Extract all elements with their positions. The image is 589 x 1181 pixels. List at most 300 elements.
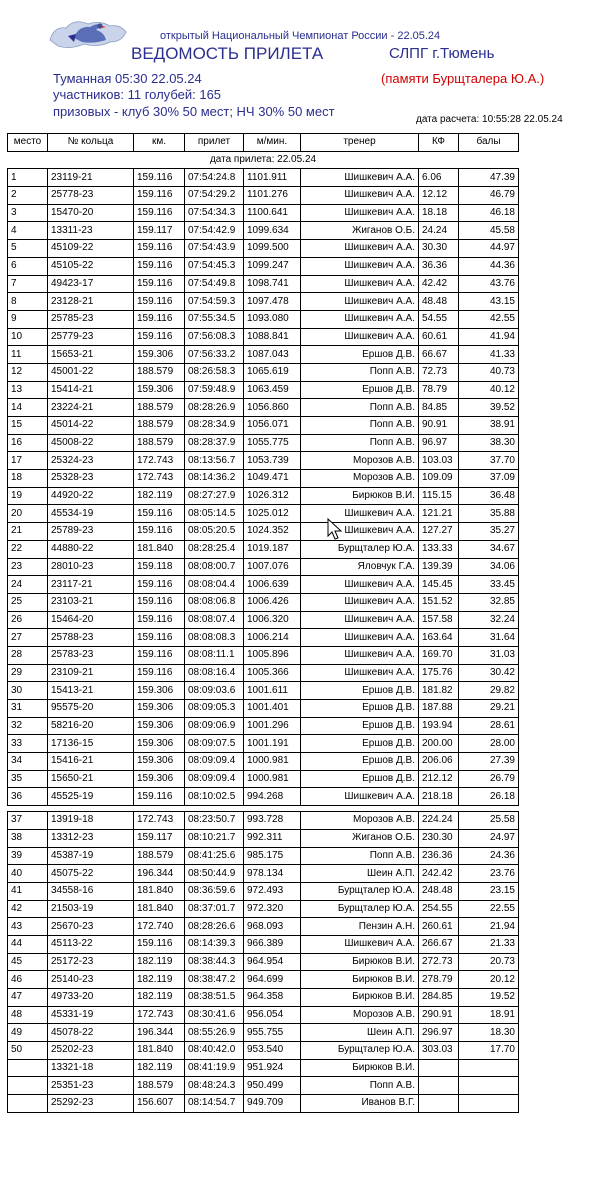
- cell-points: 36.48: [459, 487, 519, 505]
- cell-speed: 972.493: [244, 882, 301, 900]
- cell-kf: 72.73: [419, 363, 459, 381]
- cell-speed: 955.755: [244, 1024, 301, 1042]
- cell-points: 34.06: [459, 558, 519, 576]
- cell-kf: 48.48: [419, 293, 459, 311]
- cell-kf: 272.73: [419, 953, 459, 971]
- cell-ring: 95575-20: [48, 700, 134, 718]
- cell-speed: 1055.775: [244, 434, 301, 452]
- cell-km: 159.116: [134, 310, 185, 328]
- cell-kf: 163.64: [419, 629, 459, 647]
- cell-points: 37.09: [459, 470, 519, 488]
- cell-trainer: Пензин А.Н.: [301, 918, 419, 936]
- cell-arrival: 08:37:01.7: [185, 900, 244, 918]
- cell-place: 13: [8, 381, 48, 399]
- cell-speed: 1053.739: [244, 452, 301, 470]
- cell-kf: 96.97: [419, 434, 459, 452]
- cell-points: 26.79: [459, 770, 519, 788]
- cell-points: 31.03: [459, 646, 519, 664]
- cell-trainer: Шишкевич А.А.: [301, 646, 419, 664]
- cell-ring: 25783-23: [48, 646, 134, 664]
- cell-ring: 15470-20: [48, 204, 134, 222]
- cell-speed: 1101.911: [244, 169, 301, 187]
- cell-kf: 290.91: [419, 1006, 459, 1024]
- cell-speed: 1063.459: [244, 381, 301, 399]
- cell-place: 33: [8, 735, 48, 753]
- cell-ring: 49733-20: [48, 989, 134, 1007]
- cell-speed: 1019.187: [244, 540, 301, 558]
- table-row: [8, 735, 519, 753]
- cell-ring: 45331-19: [48, 1006, 134, 1024]
- cell-place: 15: [8, 417, 48, 435]
- cell-kf: 303.03: [419, 1042, 459, 1060]
- cell-arrival: 07:56:08.3: [185, 328, 244, 346]
- cell-place: 16: [8, 434, 48, 452]
- cell-arrival: 08:26:58.3: [185, 363, 244, 381]
- cell-ring: 45534-19: [48, 505, 134, 523]
- cell-km: 188.579: [134, 1077, 185, 1095]
- cell-speed: 1000.981: [244, 770, 301, 788]
- table-row: [8, 1024, 519, 1042]
- cell-arrival: 08:55:26.9: [185, 1024, 244, 1042]
- cell-points: 47.39: [459, 169, 519, 187]
- cell-km: 159.116: [134, 505, 185, 523]
- cell-arrival: 08:09:07.5: [185, 735, 244, 753]
- cell-place: 30: [8, 682, 48, 700]
- cell-km: 159.116: [134, 629, 185, 647]
- cell-km: 159.116: [134, 935, 185, 953]
- table-row: [8, 346, 519, 364]
- table-row: [8, 434, 519, 452]
- table-row: [8, 1095, 519, 1113]
- cell-speed: 951.924: [244, 1059, 301, 1077]
- cell-arrival: 07:59:48.9: [185, 381, 244, 399]
- cell-arrival: 08:50:44.9: [185, 865, 244, 883]
- cell-ring: 25324-23: [48, 452, 134, 470]
- cell-speed: 1001.401: [244, 700, 301, 718]
- cell-speed: 1099.634: [244, 222, 301, 240]
- cell-arrival: 08:09:05.3: [185, 700, 244, 718]
- cell-km: 172.740: [134, 918, 185, 936]
- cell-place: 12: [8, 363, 48, 381]
- table-row: [8, 169, 519, 187]
- prizes-info: призовых - клуб 30% 50 мест; НЧ 30% 50 мест: [53, 104, 335, 119]
- cell-speed: 1001.611: [244, 682, 301, 700]
- cell-place: 36: [8, 788, 48, 806]
- col-header-speed: м/мин.: [244, 134, 301, 152]
- championship-subtitle: открытый Национальный Чемпионат России - 22.05.24: [160, 30, 441, 42]
- cell-trainer: Жиганов О.Б.: [301, 222, 419, 240]
- table-row: [8, 611, 519, 629]
- cell-arrival: 07:54:29.2: [185, 187, 244, 205]
- cell-place: 25: [8, 593, 48, 611]
- cell-points: 39.52: [459, 399, 519, 417]
- table-row: [8, 293, 519, 311]
- cell-place: 11: [8, 346, 48, 364]
- cell-kf: 175.76: [419, 664, 459, 682]
- table-row: [8, 900, 519, 918]
- cell-arrival: 07:54:42.9: [185, 222, 244, 240]
- cell-km: 172.743: [134, 452, 185, 470]
- cell-kf: [419, 1059, 459, 1077]
- cell-speed: 978.134: [244, 865, 301, 883]
- cell-kf: 127.27: [419, 523, 459, 541]
- cell-place: 41: [8, 882, 48, 900]
- cell-ring: 25202-23: [48, 1042, 134, 1060]
- cell-points: 35.88: [459, 505, 519, 523]
- table-row: [8, 558, 519, 576]
- header-row: [8, 134, 519, 152]
- cell-points: 30.42: [459, 664, 519, 682]
- cell-place: 47: [8, 989, 48, 1007]
- cell-trainer: Бирюков В.И.: [301, 989, 419, 1007]
- cell-arrival: 08:08:16.4: [185, 664, 244, 682]
- cell-speed: 1006.639: [244, 576, 301, 594]
- cell-kf: 284.85: [419, 989, 459, 1007]
- cell-arrival: 08:28:26.9: [185, 399, 244, 417]
- cell-speed: 1000.981: [244, 753, 301, 771]
- cell-place: 22: [8, 540, 48, 558]
- table-row: [8, 753, 519, 771]
- cell-km: 159.116: [134, 169, 185, 187]
- mouse-pointer-icon: [327, 518, 343, 542]
- release-info: Туманная 05:30 22.05.24: [53, 71, 202, 86]
- cell-ring: 45014-22: [48, 417, 134, 435]
- table-row: [8, 452, 519, 470]
- cell-place: 27: [8, 629, 48, 647]
- cell-km: 159.116: [134, 646, 185, 664]
- col-header-km: км.: [134, 134, 185, 152]
- cell-kf: 60.61: [419, 328, 459, 346]
- cell-trainer: Шишкевич А.А.: [301, 293, 419, 311]
- cell-km: 182.119: [134, 953, 185, 971]
- cell-trainer: Бирюков В.И.: [301, 487, 419, 505]
- cell-ring: 45078-22: [48, 1024, 134, 1042]
- cell-points: 19.52: [459, 989, 519, 1007]
- cell-km: 188.579: [134, 847, 185, 865]
- table-row: [8, 222, 519, 240]
- cell-trainer: Ершов Д.В.: [301, 700, 419, 718]
- cell-arrival: 08:08:00.7: [185, 558, 244, 576]
- col-header-points: балы: [459, 134, 519, 152]
- cell-trainer: Попп А.В.: [301, 363, 419, 381]
- cell-trainer: Шишкевич А.А.: [301, 187, 419, 205]
- cell-trainer: Ершов Д.В.: [301, 770, 419, 788]
- table-row: [8, 275, 519, 293]
- cell-arrival: 08:14:39.3: [185, 935, 244, 953]
- cell-arrival: 07:54:45.3: [185, 257, 244, 275]
- cell-ring: 45525-19: [48, 788, 134, 806]
- cell-trainer: Морозов А.В.: [301, 812, 419, 830]
- cell-ring: 58216-20: [48, 717, 134, 735]
- cell-km: 181.840: [134, 540, 185, 558]
- cell-speed: 1001.296: [244, 717, 301, 735]
- table-row: [8, 788, 519, 806]
- cell-km: 159.116: [134, 328, 185, 346]
- cell-place: 4: [8, 222, 48, 240]
- cell-speed: 994.268: [244, 788, 301, 806]
- table-row: [8, 487, 519, 505]
- cell-ring: 44920-22: [48, 487, 134, 505]
- cell-arrival: 07:54:49.8: [185, 275, 244, 293]
- cell-trainer: Шишкевич А.А.: [301, 935, 419, 953]
- cell-points: 37.70: [459, 452, 519, 470]
- cell-kf: 24.24: [419, 222, 459, 240]
- cell-trainer: Ершов Д.В.: [301, 753, 419, 771]
- cell-speed: 1088.841: [244, 328, 301, 346]
- cell-speed: 964.699: [244, 971, 301, 989]
- cell-ring: 45001-22: [48, 363, 134, 381]
- cell-arrival: 08:10:02.5: [185, 788, 244, 806]
- cell-ring: 15650-21: [48, 770, 134, 788]
- cell-km: 159.118: [134, 558, 185, 576]
- cell-speed: 1100.641: [244, 204, 301, 222]
- cell-kf: 36.36: [419, 257, 459, 275]
- cell-trainer: Бирюков В.И.: [301, 953, 419, 971]
- cell-points: 46.18: [459, 204, 519, 222]
- cell-arrival: 08:14:54.7: [185, 1095, 244, 1113]
- cell-trainer: Шишкевич А.А.: [301, 257, 419, 275]
- cell-trainer: Морозов А.В.: [301, 452, 419, 470]
- cell-km: 182.119: [134, 971, 185, 989]
- cell-ring: 25785-23: [48, 310, 134, 328]
- cell-ring: 25789-23: [48, 523, 134, 541]
- cell-kf: 18.18: [419, 204, 459, 222]
- cell-speed: 1025.012: [244, 505, 301, 523]
- cell-points: 24.36: [459, 847, 519, 865]
- cell-trainer: Шишкевич А.А.: [301, 629, 419, 647]
- cell-place: 45: [8, 953, 48, 971]
- cell-place: 24: [8, 576, 48, 594]
- cell-arrival: 08:28:34.9: [185, 417, 244, 435]
- cell-arrival: 08:08:04.4: [185, 576, 244, 594]
- cell-kf: 242.42: [419, 865, 459, 883]
- cell-kf: 151.52: [419, 593, 459, 611]
- table-row: [8, 1042, 519, 1060]
- cell-arrival: 08:08:08.3: [185, 629, 244, 647]
- cell-speed: 1087.043: [244, 346, 301, 364]
- cell-trainer: Бирюков В.И.: [301, 1059, 419, 1077]
- cell-place: [8, 1059, 48, 1077]
- col-header-kf: КФ: [419, 134, 459, 152]
- cell-place: 44: [8, 935, 48, 953]
- cell-kf: 254.55: [419, 900, 459, 918]
- cell-speed: 972.320: [244, 900, 301, 918]
- cell-points: 46.79: [459, 187, 519, 205]
- cell-arrival: 08:23:50.7: [185, 812, 244, 830]
- table-row: [8, 812, 519, 830]
- cell-place: 10: [8, 328, 48, 346]
- cell-points: 26.18: [459, 788, 519, 806]
- cell-points: 24.97: [459, 829, 519, 847]
- cell-points: 43.76: [459, 275, 519, 293]
- cell-kf: 212.12: [419, 770, 459, 788]
- cell-points: 40.12: [459, 381, 519, 399]
- table-row: [8, 310, 519, 328]
- cell-trainer: Шишкевич А.А.: [301, 523, 419, 541]
- cell-arrival: 08:05:14.5: [185, 505, 244, 523]
- cell-points: 45.58: [459, 222, 519, 240]
- cell-trainer: Попп А.В.: [301, 847, 419, 865]
- cell-points: 38.91: [459, 417, 519, 435]
- cell-arrival: 08:28:37.9: [185, 434, 244, 452]
- cell-points: 31.64: [459, 629, 519, 647]
- table-row: [8, 971, 519, 989]
- cell-speed: 1005.896: [244, 646, 301, 664]
- cell-place: 26: [8, 611, 48, 629]
- cell-arrival: 08:09:09.4: [185, 770, 244, 788]
- cell-points: 35.27: [459, 523, 519, 541]
- cell-ring: 45113-22: [48, 935, 134, 953]
- cell-points: 42.55: [459, 310, 519, 328]
- cell-points: 29.82: [459, 682, 519, 700]
- cell-arrival: 08:38:44.3: [185, 953, 244, 971]
- table-row: [8, 240, 519, 258]
- page-title: ВЕДОМОСТЬ ПРИЛЕТА: [131, 44, 324, 63]
- cell-km: 159.116: [134, 187, 185, 205]
- cell-trainer: Попп А.В.: [301, 417, 419, 435]
- cell-ring: 13321-18: [48, 1059, 134, 1077]
- cell-place: 14: [8, 399, 48, 417]
- col-header-arrival: прилет: [185, 134, 244, 152]
- cell-arrival: 08:10:21.7: [185, 829, 244, 847]
- cell-km: 159.116: [134, 204, 185, 222]
- cell-km: 182.119: [134, 989, 185, 1007]
- cell-points: 32.24: [459, 611, 519, 629]
- cell-km: 188.579: [134, 417, 185, 435]
- cell-speed: 1101.276: [244, 187, 301, 205]
- cell-place: 42: [8, 900, 48, 918]
- memorial-label: (памяти Бурщталера Ю.А.): [381, 71, 545, 86]
- cell-kf: 169.70: [419, 646, 459, 664]
- cell-trainer: Жиганов О.Б.: [301, 829, 419, 847]
- cell-trainer: Шишкевич А.А.: [301, 240, 419, 258]
- cell-kf: 296.97: [419, 1024, 459, 1042]
- cell-place: 21: [8, 523, 48, 541]
- cell-speed: 1001.191: [244, 735, 301, 753]
- cell-points: 40.73: [459, 363, 519, 381]
- table-row: [8, 187, 519, 205]
- cell-trainer: Шишкевич А.А.: [301, 611, 419, 629]
- cell-points: 17.70: [459, 1042, 519, 1060]
- cell-arrival: 08:13:56.7: [185, 452, 244, 470]
- cell-trainer: Попп А.В.: [301, 434, 419, 452]
- cell-speed: 1056.860: [244, 399, 301, 417]
- cell-arrival: 08:09:06.9: [185, 717, 244, 735]
- cell-trainer: Морозов А.В.: [301, 470, 419, 488]
- cell-km: 182.119: [134, 1059, 185, 1077]
- cell-arrival: 08:08:06.8: [185, 593, 244, 611]
- cell-speed: 1056.071: [244, 417, 301, 435]
- cell-points: 23.76: [459, 865, 519, 883]
- cell-ring: 13311-23: [48, 222, 134, 240]
- table-row: [8, 717, 519, 735]
- cell-place: 40: [8, 865, 48, 883]
- cell-trainer: Шеин А.П.: [301, 1024, 419, 1042]
- cell-ring: 15464-20: [48, 611, 134, 629]
- results-table: [7, 133, 519, 1113]
- cell-ring: 44880-22: [48, 540, 134, 558]
- cell-km: 159.116: [134, 593, 185, 611]
- cell-km: 181.840: [134, 900, 185, 918]
- cell-speed: 950.499: [244, 1077, 301, 1095]
- cell-trainer: Шишкевич А.А.: [301, 275, 419, 293]
- cell-points: [459, 1095, 519, 1113]
- cell-trainer: Яловчук Г.А.: [301, 558, 419, 576]
- cell-km: 188.579: [134, 434, 185, 452]
- cell-ring: 23117-21: [48, 576, 134, 594]
- table-row: [8, 770, 519, 788]
- cell-trainer: Шишкевич А.А.: [301, 664, 419, 682]
- cell-kf: 30.30: [419, 240, 459, 258]
- club-name: СЛПГ г.Тюмень: [389, 45, 495, 62]
- cell-km: 159.306: [134, 735, 185, 753]
- cell-km: 159.116: [134, 240, 185, 258]
- cell-place: [8, 1095, 48, 1113]
- cell-arrival: 08:05:20.5: [185, 523, 244, 541]
- cell-place: 19: [8, 487, 48, 505]
- table-row: [8, 328, 519, 346]
- cell-kf: 6.06: [419, 169, 459, 187]
- cell-place: 20: [8, 505, 48, 523]
- table-row: [8, 576, 519, 594]
- table-row: [8, 664, 519, 682]
- cell-kf: 84.85: [419, 399, 459, 417]
- cell-arrival: 08:08:11.1: [185, 646, 244, 664]
- cell-ring: 23119-21: [48, 169, 134, 187]
- cell-trainer: Шишкевич А.А.: [301, 593, 419, 611]
- table-row: [8, 953, 519, 971]
- cell-speed: 1099.500: [244, 240, 301, 258]
- cell-kf: 200.00: [419, 735, 459, 753]
- cell-arrival: 08:28:26.6: [185, 918, 244, 936]
- cell-points: 41.33: [459, 346, 519, 364]
- cell-points: 38.30: [459, 434, 519, 452]
- cell-km: 188.579: [134, 363, 185, 381]
- cell-km: 159.306: [134, 753, 185, 771]
- cell-km: 159.116: [134, 576, 185, 594]
- cell-kf: 145.45: [419, 576, 459, 594]
- cell-arrival: 07:55:34.5: [185, 310, 244, 328]
- table-row: [8, 540, 519, 558]
- cell-points: 28.61: [459, 717, 519, 735]
- table-row: [8, 204, 519, 222]
- cell-kf: 133.33: [419, 540, 459, 558]
- cell-ring: 28010-23: [48, 558, 134, 576]
- cell-arrival: 08:27:27.9: [185, 487, 244, 505]
- cell-kf: [419, 1077, 459, 1095]
- cell-speed: 985.175: [244, 847, 301, 865]
- cell-arrival: 08:14:36.2: [185, 470, 244, 488]
- table-row: [8, 381, 519, 399]
- cell-ring: 25140-23: [48, 971, 134, 989]
- cell-ring: 34558-16: [48, 882, 134, 900]
- cell-points: 34.67: [459, 540, 519, 558]
- cell-ring: 45075-22: [48, 865, 134, 883]
- cell-ring: 45008-22: [48, 434, 134, 452]
- cell-ring: 23103-21: [48, 593, 134, 611]
- cell-km: 172.743: [134, 470, 185, 488]
- cell-speed: 1006.214: [244, 629, 301, 647]
- col-header-ring: № кольца: [48, 134, 134, 152]
- cell-place: 48: [8, 1006, 48, 1024]
- cell-km: 159.306: [134, 700, 185, 718]
- cell-speed: 1098.741: [244, 275, 301, 293]
- cell-kf: 187.88: [419, 700, 459, 718]
- cell-trainer: Ершов Д.В.: [301, 735, 419, 753]
- cell-km: 159.306: [134, 381, 185, 399]
- cell-place: 18: [8, 470, 48, 488]
- cell-speed: 1005.366: [244, 664, 301, 682]
